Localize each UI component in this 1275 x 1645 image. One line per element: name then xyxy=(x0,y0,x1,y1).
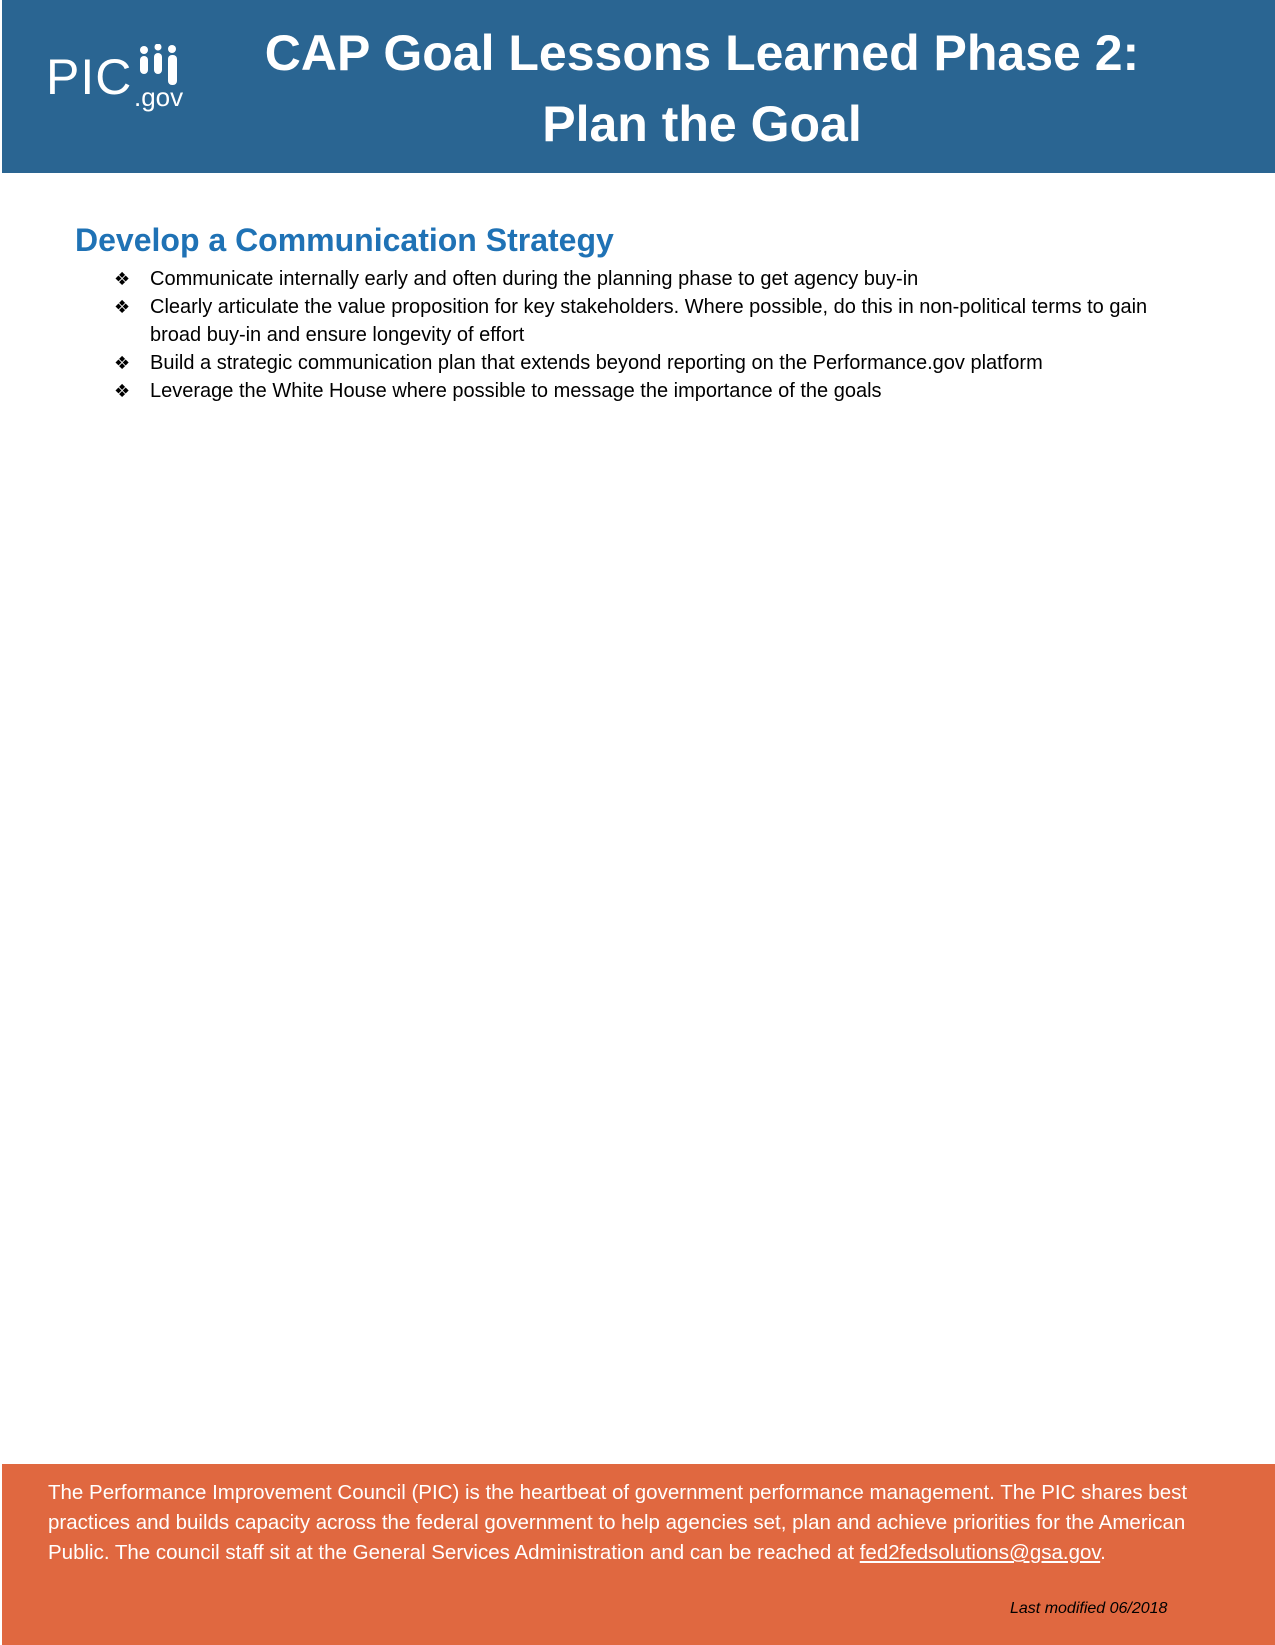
list-item xyxy=(110,377,1180,405)
diamond-bullet-icon: ❖ xyxy=(114,353,131,373)
footer-text: The Performance Improvement Council (PIC) is the heartbeat of government performance management. The PIC shares best practices and builds capacity across the federal government to help agencies set, plan and achieve priorities for the American Public. The council staff sit at the General Services Administration and can be reached at xyxy=(48,1481,1188,1564)
diamond-bullet-icon: ❖ xyxy=(114,381,131,401)
bullet-text: Leverage the White House where possible to message the importance of the goals xyxy=(150,380,882,402)
list-item xyxy=(110,349,1180,377)
email-link[interactable]: fed2fedsolutions@gsa.gov xyxy=(859,1541,1101,1564)
footer-banner xyxy=(2,1464,1275,1645)
logo-suffix: .gov xyxy=(134,82,184,112)
bullet-text: Clearly articulate the value proposition for key stakeholders. Where possible, do this in non-political terms to gain broad buy-in and ensure longevity of effort xyxy=(150,296,1148,346)
footer-end-punct: . xyxy=(1100,1541,1106,1564)
diamond-bullet-icon: ❖ xyxy=(114,269,131,289)
bullet-text: Communicate internally early and often during the planning phase to get agency buy-in xyxy=(150,268,919,290)
list-item xyxy=(110,265,1180,293)
header-banner xyxy=(2,0,1275,173)
diamond-bullet-icon: ❖ xyxy=(114,297,131,317)
list-item xyxy=(110,293,1180,349)
pic-gov-logo[interactable] xyxy=(46,44,196,114)
page-title: CAP Goal Lessons Learned Phase 2: Plan the Goal xyxy=(264,25,1140,152)
footer-description xyxy=(48,1478,1238,1568)
bullet-text: Build a strategic communication plan that extends beyond reporting on the Performance.gov platform xyxy=(150,352,1043,374)
bullet-list xyxy=(110,265,1180,405)
section-heading: Develop a Communication Strategy xyxy=(75,222,614,258)
logo-text: PIC xyxy=(46,49,133,105)
last-modified: Last modified 06/2018 xyxy=(1010,1600,1168,1617)
